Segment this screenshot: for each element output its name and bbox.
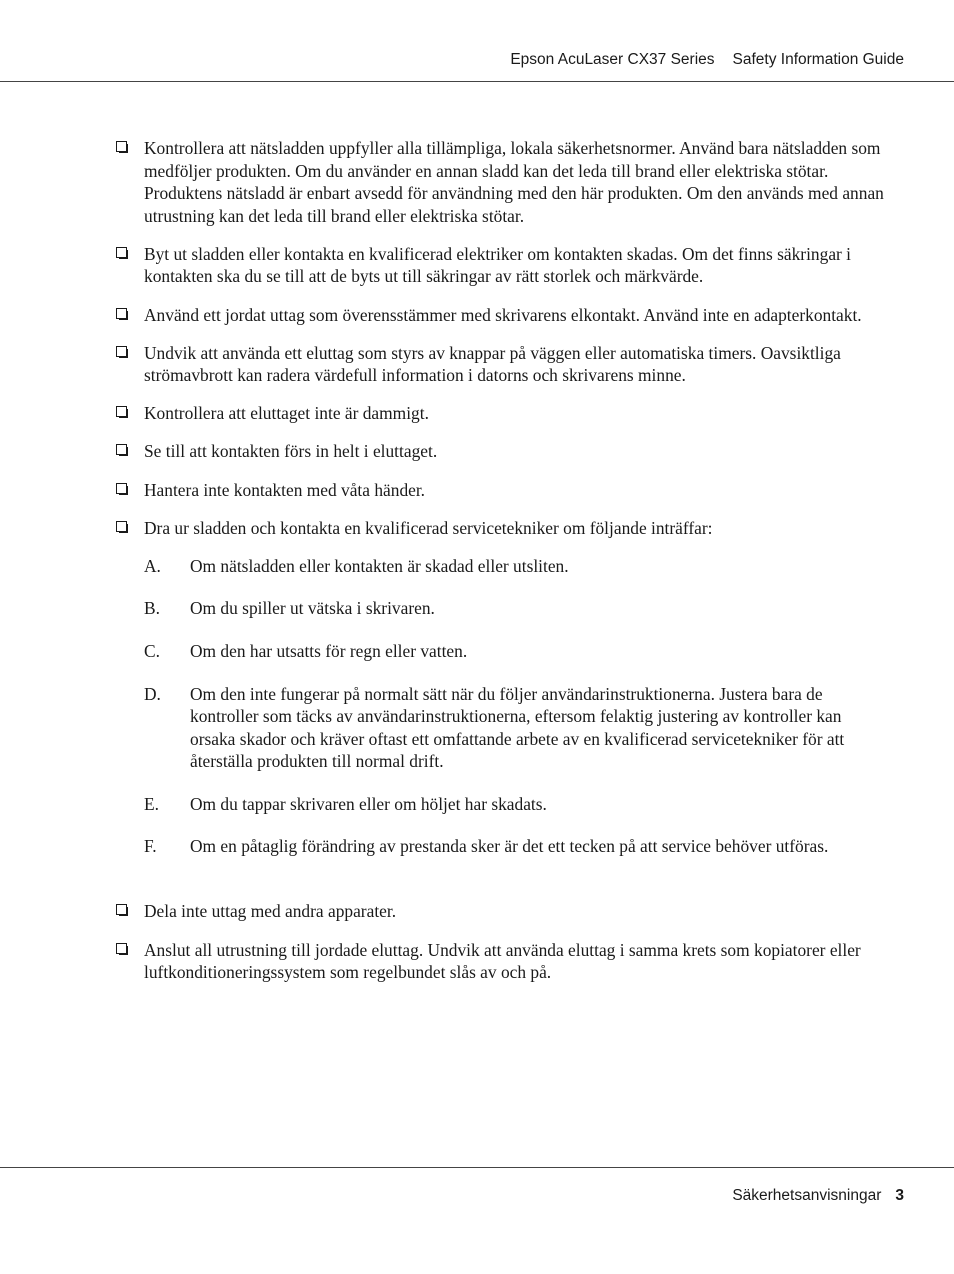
list-item [114, 137, 884, 227]
list-item [114, 517, 884, 540]
sub-list-letter: A. [144, 555, 161, 576]
checkbox-bullet-icon [116, 141, 127, 152]
header-guide: Safety Information Guide [732, 51, 904, 68]
sub-list-item [114, 793, 884, 816]
page-header [0, 0, 954, 82]
checkbox-bullet-icon [116, 346, 127, 357]
list-item-text: Kontrollera att nätsladden uppfyller alla tillämpliga, lokala säkerhetsnormer. Använd bara nätsladden som medföljer produkten. Om du använder en annan sladd kan det leda till brand eller elektriska stötar. Produktens nätsladd är enbart avsedd för användning med den här produkten. Om den används med annan utrustning kan det leda till brand eller elektriska stötar. [144, 138, 884, 226]
checkbox-bullet-icon [116, 247, 127, 258]
header-product: Epson AcuLaser CX37 Series [510, 51, 715, 68]
sub-list-text: Om du tappar skrivaren eller om höljet har skadats. [190, 793, 547, 814]
list-item [114, 342, 884, 387]
list-item-text: Använd ett jordat uttag som överensstämmer med skrivarens elkontakt. Använd inte en adapterkontakt. [144, 304, 862, 325]
checkbox-bullet-icon [116, 904, 127, 915]
list-item-text: Anslut all utrustning till jordade eluttag. Undvik att använda eluttag i samma krets som kopiatorer eller luftkonditioneringssystem som regelbundet slås av och på. [144, 939, 861, 983]
list-item [114, 479, 884, 502]
sub-list-letter: E. [144, 793, 159, 814]
sub-list-text: Om en påtaglig förändring av prestanda sker är det ett tecken på att service behöver utföras. [190, 836, 829, 857]
sub-list-item [114, 555, 884, 578]
page-footer [0, 1167, 954, 1204]
sub-list-text: Om den har utsatts för regn eller vatten. [190, 640, 468, 661]
list-item [114, 304, 884, 327]
sub-list-item [114, 835, 884, 858]
sub-list-text: Om nätsladden eller kontakten är skadad eller utsliten. [190, 555, 569, 576]
sub-list-item [114, 597, 884, 620]
sub-list-letter: B. [144, 598, 160, 619]
list-item [114, 939, 884, 984]
page-content [114, 137, 884, 984]
list-item-text: Dela inte uttag med andra apparater. [144, 901, 397, 922]
sub-list-item [114, 683, 884, 773]
sub-list-letter: D. [144, 683, 161, 704]
list-item [114, 900, 884, 923]
list-item-text: Dra ur sladden och kontakta en kvalificerad servicetekniker om följande inträffar: [144, 517, 713, 538]
checkbox-bullet-icon [116, 406, 127, 417]
checkbox-bullet-icon [116, 943, 127, 954]
sub-list-letter: C. [144, 640, 160, 661]
list-item-text: Kontrollera att eluttaget inte är dammigt. [144, 403, 429, 424]
list-item [114, 243, 884, 288]
sub-list-text: Om du spiller ut vätska i skrivaren. [190, 598, 435, 619]
footer-section: Säkerhetsanvisningar [732, 1187, 882, 1204]
footer-text [732, 1187, 904, 1205]
sub-list-text: Om den inte fungerar på normalt sätt när du följer användarinstruktionerna. Justera bara de kontroller som täcks av användarinstruktionerna, eftersom felaktig justering av kontroller kan orsaka skador och kräver oftast ett omfattande arbete av en kvalificerad servicetekniker för att återställa produkten till normal drift. [190, 683, 845, 772]
header-text [510, 51, 904, 69]
sub-list-letter: F. [144, 836, 157, 857]
checkbox-bullet-icon [116, 483, 127, 494]
list-item-text: Undvik att använda ett eluttag som styrs av knappar på väggen eller automatiska timers. Oavsiktliga strömavbrott kan radera värdefull information i datorns och skrivarens minne. [144, 342, 841, 386]
list-item [114, 440, 884, 463]
list-item-text: Byt ut sladden eller kontakta en kvalificerad elektriker om kontakten skadas. Om det finns säkringar i kontakten ska du se till att de byts ut till säkringar av rätt storlek och märkvärde. [144, 243, 852, 287]
checkbox-bullet-icon [116, 444, 127, 455]
page-number: 3 [895, 1187, 904, 1204]
list-item [114, 402, 884, 425]
list-item-text: Hantera inte kontakten med våta händer. [144, 479, 426, 500]
checkbox-bullet-icon [116, 308, 127, 319]
list-item-text: Se till att kontakten förs in helt i eluttaget. [144, 441, 438, 462]
sub-list-item [114, 640, 884, 663]
checkbox-bullet-icon [116, 521, 127, 532]
